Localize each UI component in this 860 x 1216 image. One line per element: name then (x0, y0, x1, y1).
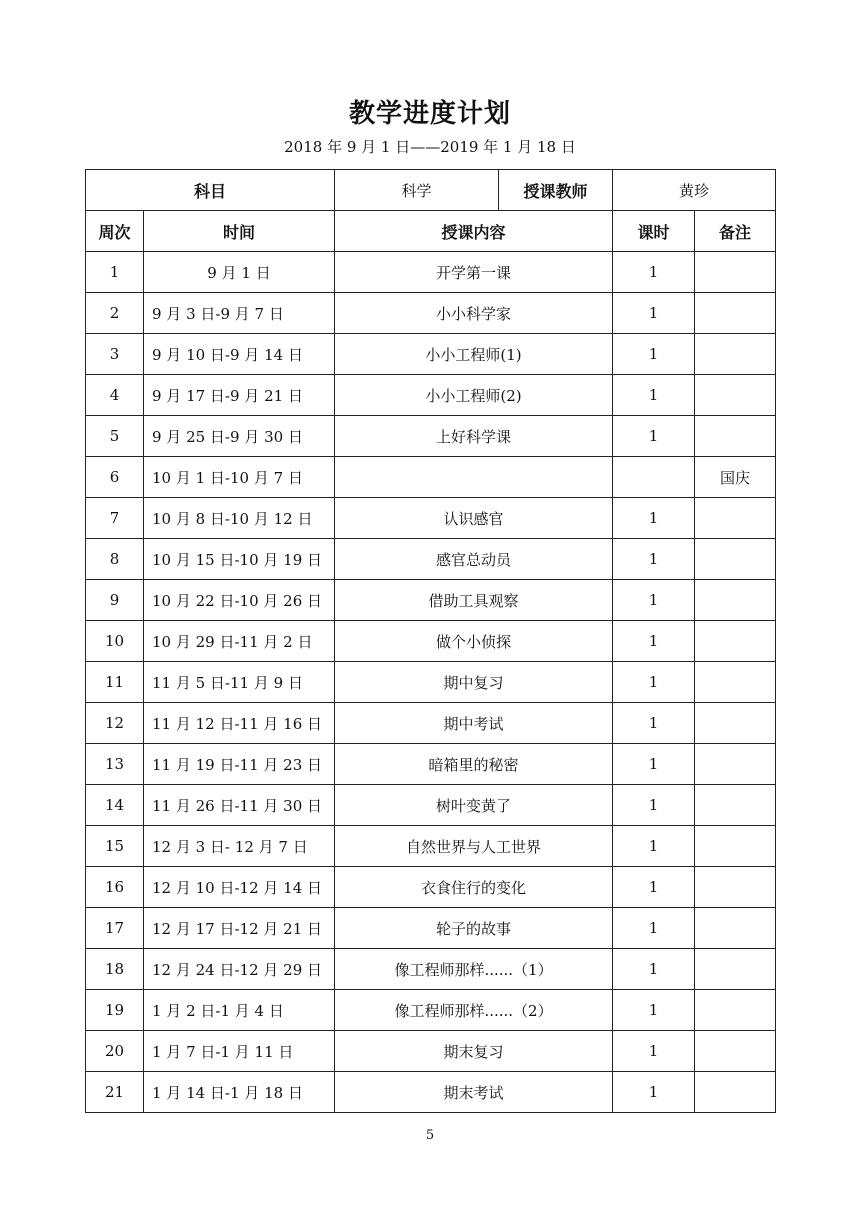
teacher-value: 黄珍 (613, 170, 776, 211)
note-cell (695, 293, 776, 334)
note-cell (695, 416, 776, 457)
week-cell: 21 (86, 1072, 144, 1113)
hours-cell (613, 457, 695, 498)
week-cell: 17 (86, 908, 144, 949)
hours-cell: 1 (613, 621, 695, 662)
week-cell: 4 (86, 375, 144, 416)
time-cell: 10 月 1 日-10 月 7 日 (144, 457, 335, 498)
content-cell: 衣食住行的变化 (335, 867, 613, 908)
note-cell (695, 1072, 776, 1113)
table-row (86, 990, 776, 1031)
time-cell: 10 月 15 日-10 月 19 日 (144, 539, 335, 580)
time-cell: 11 月 12 日-11 月 16 日 (144, 703, 335, 744)
hours-cell: 1 (613, 703, 695, 744)
table-row (86, 457, 776, 498)
content-cell: 小小工程师(1) (335, 334, 613, 375)
week-cell: 16 (86, 867, 144, 908)
table-row (86, 1072, 776, 1113)
page-title: 教学进度计划 (348, 99, 511, 129)
note-cell (695, 908, 776, 949)
note-cell: 国庆 (695, 457, 776, 498)
note-cell (695, 703, 776, 744)
header-notes: 备注 (695, 211, 776, 252)
table-row (86, 908, 776, 949)
time-cell: 10 月 22 日-10 月 26 日 (144, 580, 335, 621)
table-row (86, 867, 776, 908)
week-cell: 9 (86, 580, 144, 621)
hours-cell: 1 (613, 293, 695, 334)
time-cell: 12 月 10 日-12 月 14 日 (144, 867, 335, 908)
content-cell: 开学第一课 (335, 252, 613, 293)
hours-cell: 1 (613, 416, 695, 457)
header-week: 周次 (86, 211, 144, 252)
week-cell: 3 (86, 334, 144, 375)
content-cell: 轮子的故事 (335, 908, 613, 949)
hours-cell: 1 (613, 334, 695, 375)
hours-cell: 1 (613, 662, 695, 703)
time-cell: 9 月 17 日-9 月 21 日 (144, 375, 335, 416)
hours-cell: 1 (613, 1072, 695, 1113)
date-range: 2018 年 9 月 1 日——2019 年 1 月 18 日 (284, 138, 576, 156)
time-cell: 1 月 7 日-1 月 11 日 (144, 1031, 335, 1072)
note-cell (695, 334, 776, 375)
info-row (86, 170, 776, 211)
hours-cell: 1 (613, 785, 695, 826)
hours-cell: 1 (613, 1031, 695, 1072)
note-cell (695, 539, 776, 580)
table-row (86, 334, 776, 375)
time-cell: 12 月 17 日-12 月 21 日 (144, 908, 335, 949)
table-row (86, 498, 776, 539)
time-cell: 11 月 26 日-11 月 30 日 (144, 785, 335, 826)
note-cell (695, 621, 776, 662)
table-row (86, 949, 776, 990)
table-row (86, 703, 776, 744)
note-cell (695, 990, 776, 1031)
week-cell: 6 (86, 457, 144, 498)
subject-value: 科学 (335, 170, 499, 211)
table-row (86, 744, 776, 785)
content-cell: 树叶变黄了 (335, 785, 613, 826)
table-row (86, 1031, 776, 1072)
week-cell: 11 (86, 662, 144, 703)
hours-cell: 1 (613, 867, 695, 908)
page-number: 5 (425, 1128, 435, 1143)
table-row (86, 539, 776, 580)
note-cell (695, 949, 776, 990)
hours-cell: 1 (613, 908, 695, 949)
content-cell: 做个小侦探 (335, 621, 613, 662)
table-row (86, 375, 776, 416)
hours-cell: 1 (613, 990, 695, 1031)
week-cell: 1 (86, 252, 144, 293)
week-cell: 2 (86, 293, 144, 334)
time-cell: 12 月 3 日- 12 月 7 日 (144, 826, 335, 867)
week-cell: 7 (86, 498, 144, 539)
content-cell: 暗箱里的秘密 (335, 744, 613, 785)
week-cell: 10 (86, 621, 144, 662)
note-cell (695, 867, 776, 908)
time-cell: 9 月 1 日 (144, 252, 335, 293)
week-cell: 15 (86, 826, 144, 867)
content-cell: 小小工程师(2) (335, 375, 613, 416)
content-cell: 认识感官 (335, 498, 613, 539)
table-row (86, 293, 776, 334)
content-cell: 感官总动员 (335, 539, 613, 580)
time-cell: 10 月 8 日-10 月 12 日 (144, 498, 335, 539)
hours-cell: 1 (613, 539, 695, 580)
header-time: 时间 (144, 211, 335, 252)
content-cell: 小小科学家 (335, 293, 613, 334)
hours-cell: 1 (613, 498, 695, 539)
hours-cell: 1 (613, 949, 695, 990)
content-cell: 期中考试 (335, 703, 613, 744)
table-row (86, 662, 776, 703)
week-cell: 12 (86, 703, 144, 744)
table-row (86, 826, 776, 867)
time-cell: 1 月 2 日-1 月 4 日 (144, 990, 335, 1031)
content-cell: 自然世界与人工世界 (335, 826, 613, 867)
week-cell: 18 (86, 949, 144, 990)
note-cell (695, 785, 776, 826)
header-content: 授课内容 (335, 211, 613, 252)
time-cell: 9 月 25 日-9 月 30 日 (144, 416, 335, 457)
table-row (86, 416, 776, 457)
week-cell: 19 (86, 990, 144, 1031)
table-row (86, 252, 776, 293)
time-cell: 12 月 24 日-12 月 29 日 (144, 949, 335, 990)
hours-cell: 1 (613, 580, 695, 621)
subject-label: 科目 (86, 170, 335, 211)
time-cell: 9 月 10 日-9 月 14 日 (144, 334, 335, 375)
time-cell: 9 月 3 日-9 月 7 日 (144, 293, 335, 334)
content-cell: 期末考试 (335, 1072, 613, 1113)
table-row (86, 621, 776, 662)
note-cell (695, 375, 776, 416)
hours-cell: 1 (613, 375, 695, 416)
content-cell: 上好科学课 (335, 416, 613, 457)
table-row (86, 785, 776, 826)
note-cell (695, 744, 776, 785)
content-cell: 借助工具观察 (335, 580, 613, 621)
time-cell: 1 月 14 日-1 月 18 日 (144, 1072, 335, 1113)
note-cell (695, 498, 776, 539)
schedule-table (85, 169, 776, 1113)
teacher-label: 授课教师 (499, 170, 613, 211)
content-cell: 像工程师那样......（1） (335, 949, 613, 990)
content-cell: 期末复习 (335, 1031, 613, 1072)
note-cell (695, 1031, 776, 1072)
header-hours: 课时 (613, 211, 695, 252)
week-cell: 5 (86, 416, 144, 457)
time-cell: 11 月 5 日-11 月 9 日 (144, 662, 335, 703)
content-cell: 期中复习 (335, 662, 613, 703)
hours-cell: 1 (613, 252, 695, 293)
content-cell: 像工程师那样......（2） (335, 990, 613, 1031)
time-cell: 10 月 29 日-11 月 2 日 (144, 621, 335, 662)
time-cell: 11 月 19 日-11 月 23 日 (144, 744, 335, 785)
note-cell (695, 252, 776, 293)
hours-cell: 1 (613, 744, 695, 785)
note-cell (695, 580, 776, 621)
hours-cell: 1 (613, 826, 695, 867)
week-cell: 8 (86, 539, 144, 580)
week-cell: 20 (86, 1031, 144, 1072)
week-cell: 14 (86, 785, 144, 826)
table-row (86, 580, 776, 621)
content-cell (335, 457, 613, 498)
note-cell (695, 662, 776, 703)
note-cell (695, 826, 776, 867)
week-cell: 13 (86, 744, 144, 785)
header-row (86, 211, 776, 252)
